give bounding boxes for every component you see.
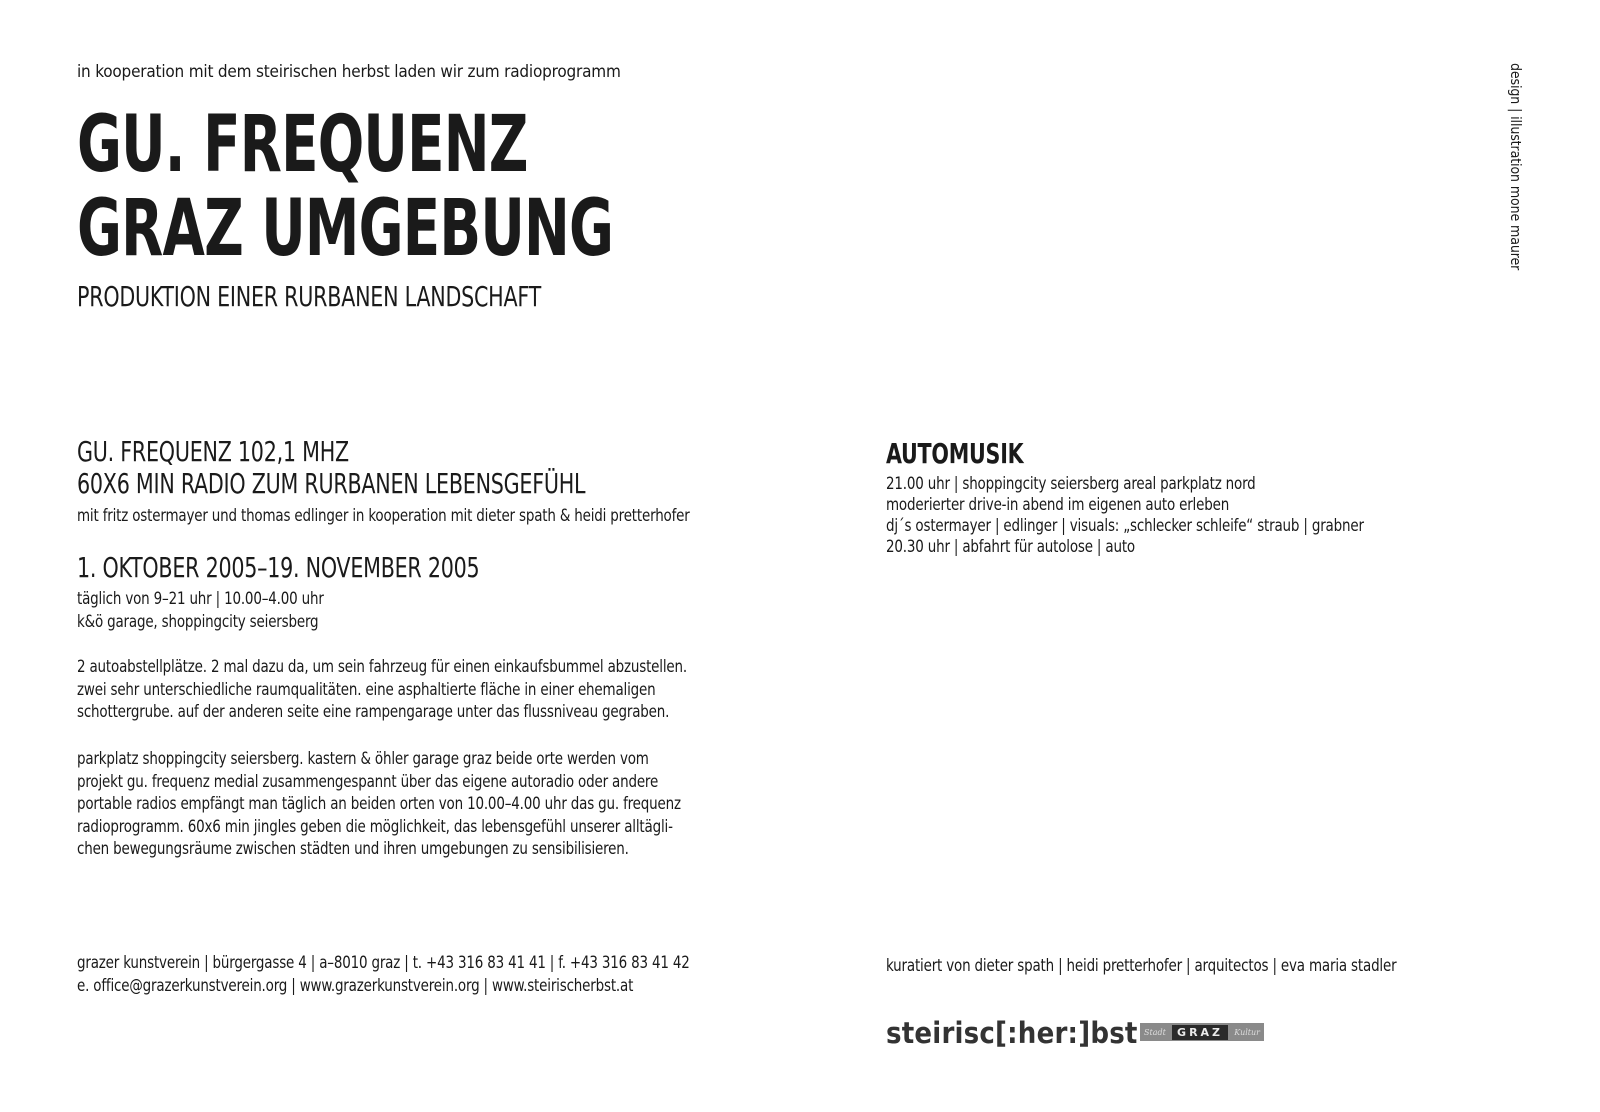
- paragraph-2-line: parkplatz shoppingcity seiersberg. kastern & öhler garage graz beide orte werden vom: [77, 749, 649, 769]
- main-title: [77, 100, 614, 274]
- title-line-2: GRAZ UMGEBUNG: [77, 184, 614, 274]
- logo-graz-right: Kultur: [1234, 1027, 1260, 1037]
- automusik-heading: AUTOMUSIK: [886, 437, 1024, 470]
- paragraph-2-line: radioprogramm. 60x6 min jingles geben die möglichkeit, das lebensgefühl unserer alltägli-: [77, 816, 673, 837]
- paragraph-1-line: schottergrube. auf der anderen seite eine rampengarage unter das flussniveau gegraben.: [77, 702, 670, 722]
- title-line-1: GU. FREQUENZ: [77, 100, 528, 190]
- logo-graz-center: GRAZ: [1172, 1025, 1228, 1040]
- automusik-line: moderierter drive-in abend im eigenen auto erleben: [886, 495, 1230, 515]
- venue: k&ö garage, shoppingcity seiersberg: [77, 611, 319, 632]
- automusik-line: 20.30 uhr | abfahrt für autolose | auto: [886, 537, 1135, 557]
- description-paragraph-1: [77, 656, 687, 724]
- opening-hours: täglich von 9–21 uhr | 10.00–4.00 uhr: [77, 589, 324, 609]
- paragraph-2-line: chen bewegungsräume zwischen städten und ihren umgebungen zu sensibilisieren.: [77, 839, 629, 859]
- automusik-details: [886, 474, 1364, 558]
- automusik-line: dj´s ostermayer | edlinger | visuals: „schlecker schleife“ straub | grabner: [886, 516, 1364, 536]
- radio-heading: [77, 436, 585, 500]
- date-details: [77, 588, 324, 633]
- date-heading: 1. OKTOBER 2005–19. NOVEMBER 2005: [77, 551, 480, 584]
- subtitle: PRODUKTION EINER RURBANEN LANDSCHAFT: [77, 280, 541, 313]
- paragraph-2-line: portable radios empfängt man täglich an beiden orten von 10.00–4.00 uhr das gu. frequenz: [77, 794, 681, 814]
- automusik-line: 21.00 uhr | shoppingcity seiersberg areal parkplatz nord: [886, 474, 1256, 494]
- design-credit: design | illustration mone maurer: [1507, 63, 1523, 271]
- contact-address: grazer kunstverein | bürgergasse 4 | a–8010 graz | t. +43 316 83 41 41 | f. +43 316 83 41 42: [77, 953, 690, 973]
- steirischer-herbst-logo: steirisc[:her:]bst: [886, 1016, 1138, 1050]
- contact-info: [77, 952, 690, 997]
- intro-text: in kooperation mit dem steirischen herbst laden wir zum radioprogramm: [77, 62, 621, 82]
- paragraph-2-line: projekt gu. frequenz medial zusammengespannt über das eigene autoradio oder andere: [77, 771, 659, 792]
- contact-web: e. office@grazerkunstverein.org | www.grazerkunstverein.org | www.steirischerbst.at: [77, 975, 634, 996]
- paragraph-1-line: zwei sehr unterschiedliche raumqualitäten. eine asphaltierte fläche in einer ehemaligen: [77, 679, 656, 700]
- stadt-graz-kultur-logo: [1140, 1023, 1264, 1041]
- curated-by: kuratiert von dieter spath | heidi pretterhofer | arquitectos | eva maria stadler: [886, 956, 1397, 976]
- paragraph-1-line: 2 autoabstellplätze. 2 mal dazu da, um sein fahrzeug für einen einkaufsbummel abzustellen.: [77, 657, 687, 677]
- radio-hosts: mit fritz ostermayer und thomas edlinger in kooperation mit dieter spath & heidi pretterhofer: [77, 506, 690, 526]
- radio-heading-line-1: GU. FREQUENZ 102,1 MHZ: [77, 435, 349, 468]
- radio-heading-line-2: 60X6 MIN RADIO ZUM RURBANEN LEBENSGEFÜHL: [77, 467, 586, 500]
- logo-graz-left: Stadt: [1144, 1027, 1166, 1037]
- description-paragraph-2: [77, 748, 681, 861]
